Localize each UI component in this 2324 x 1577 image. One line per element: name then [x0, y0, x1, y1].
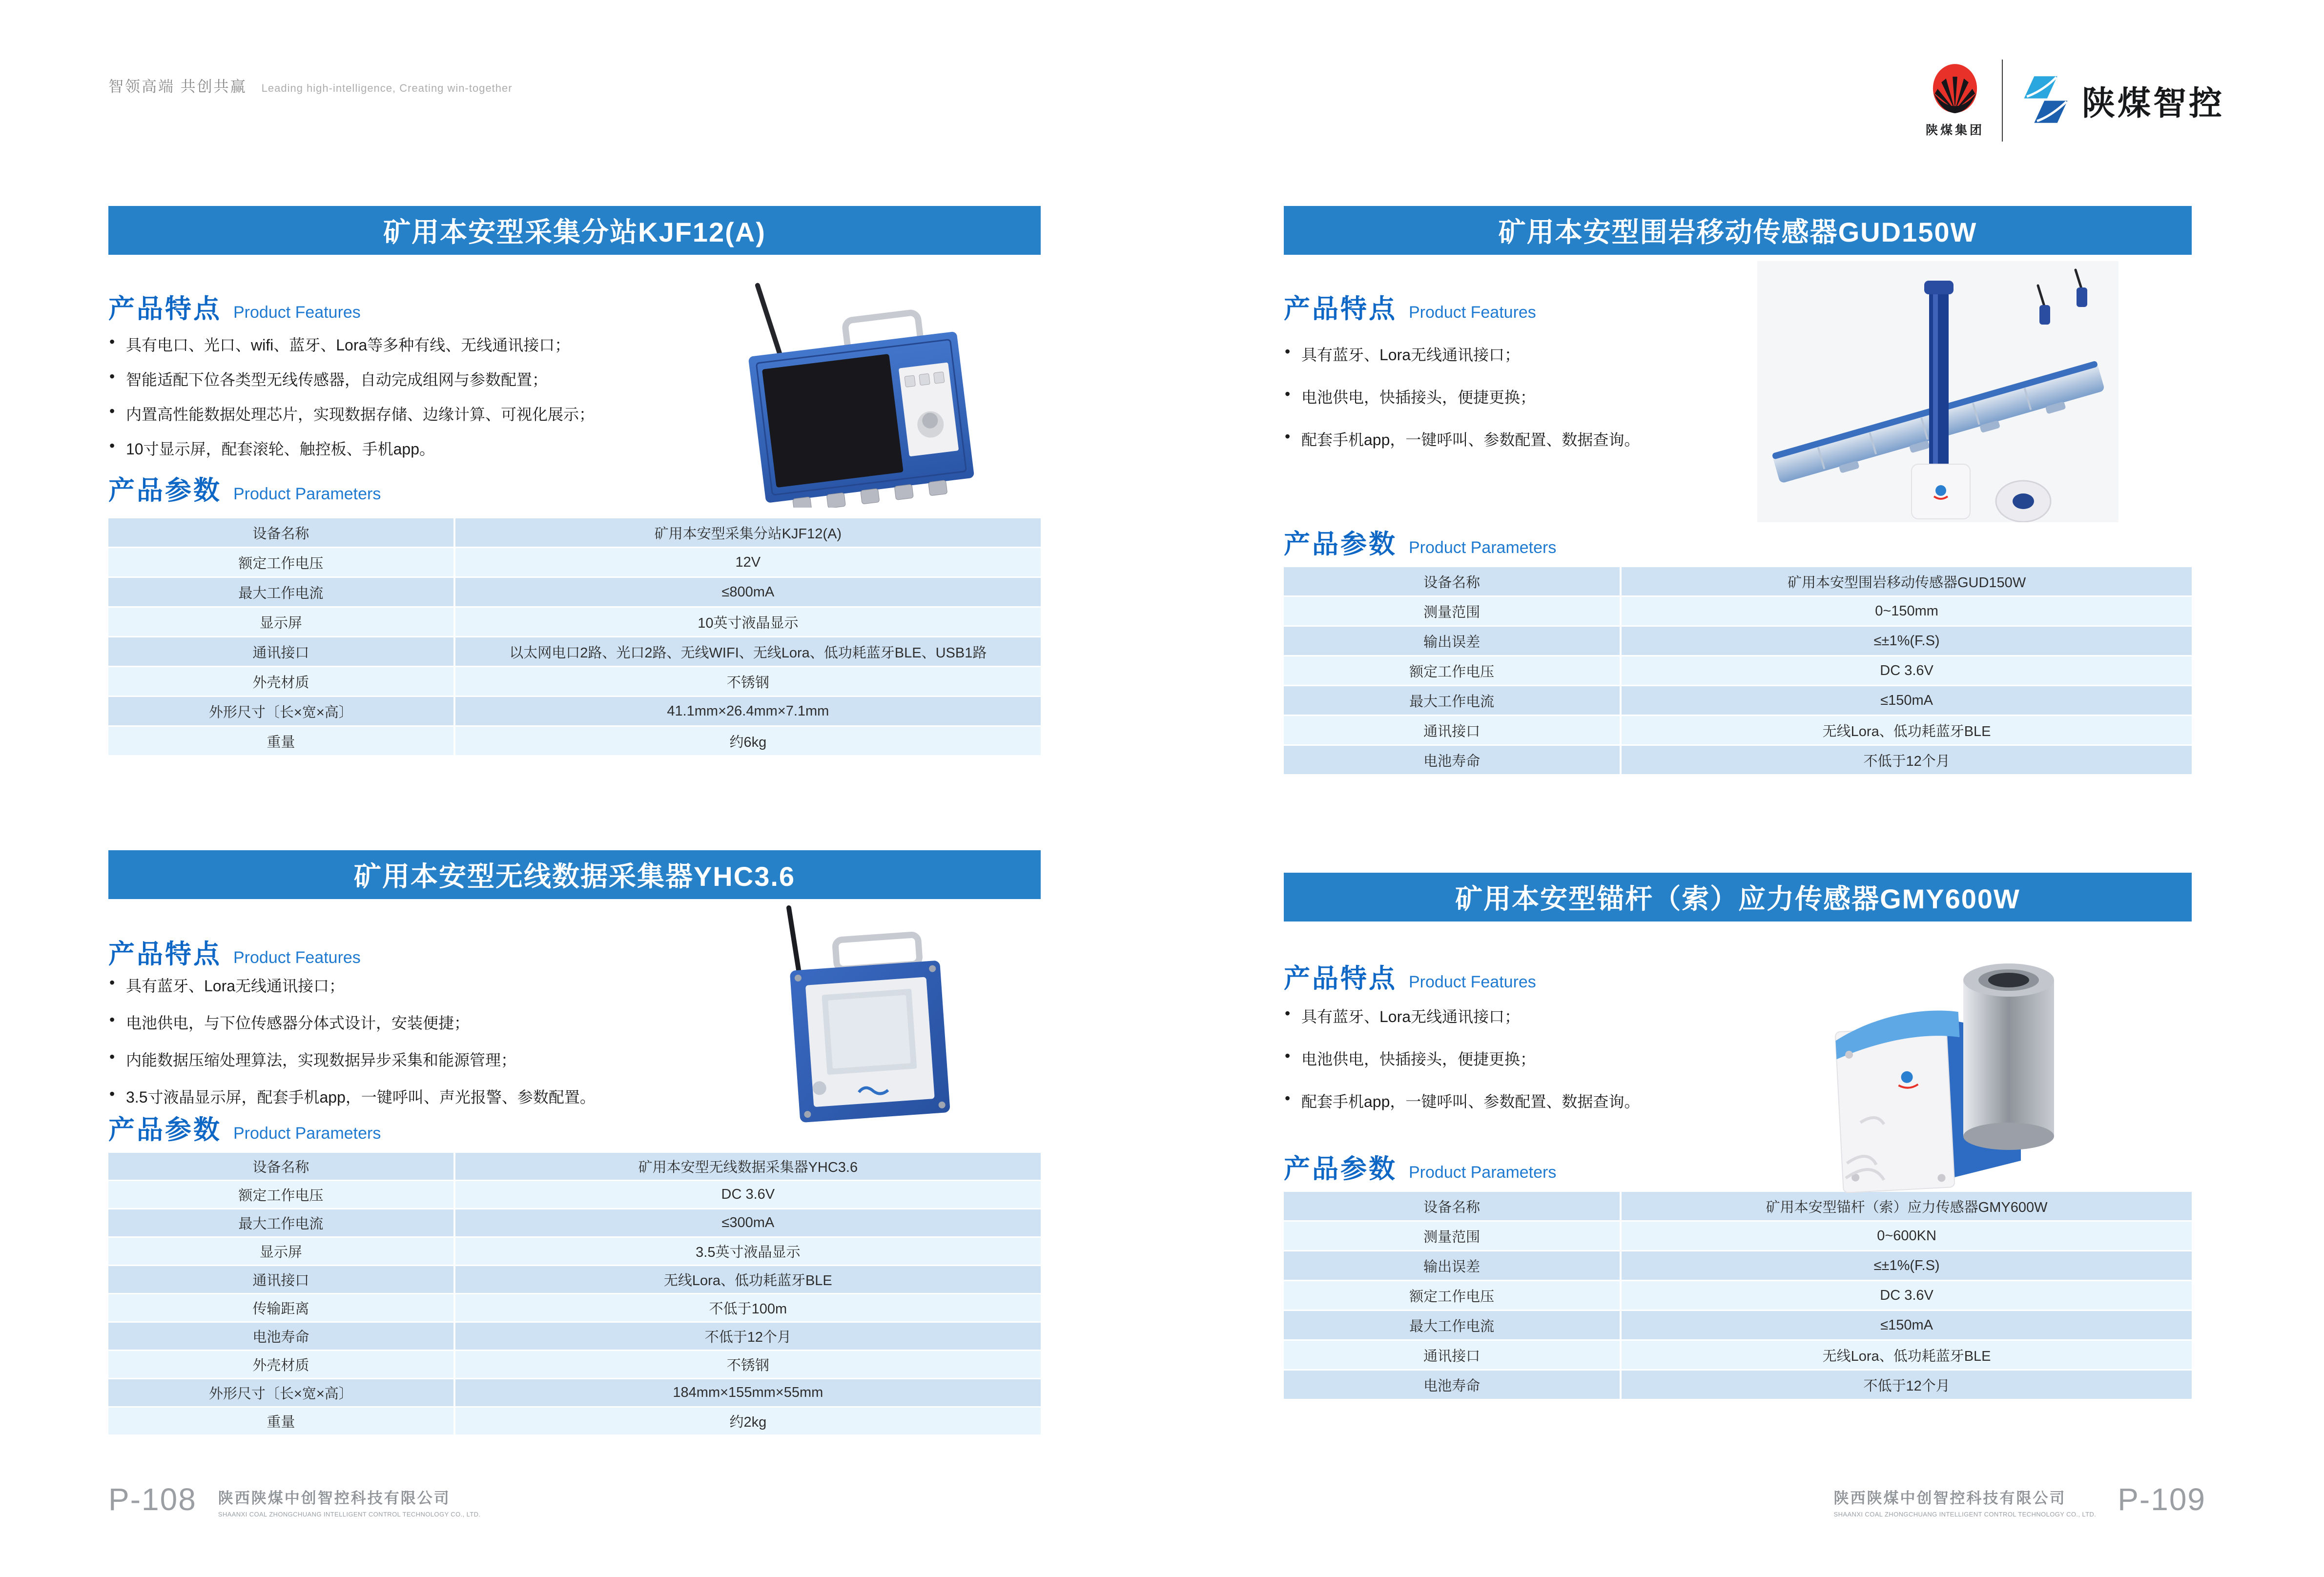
- table-row: 设备名称 矿用本安型锚杆（索）应力传感器GMY600W: [1284, 1192, 2192, 1220]
- table-row: 额定工作电压 DC 3.6V: [1284, 1281, 2192, 1310]
- table-row: 通讯接口 无线Lora、低功耗蓝牙BLE: [1284, 716, 2192, 744]
- product3-parameter-table: [1284, 567, 2192, 774]
- product3-photo-gud150w: [1757, 261, 2118, 522]
- product1-parameter-table: [108, 518, 1041, 755]
- product2-params-heading: [108, 1109, 381, 1147]
- zhikong-logo-text: 陕煤智控: [2082, 84, 2225, 122]
- shanmei-zhikong-logo: [2020, 75, 2224, 126]
- features-heading-zh: 产品特点: [1284, 294, 1397, 324]
- footer-left: [108, 1484, 480, 1518]
- table-row: 通讯接口 无线Lora、低功耗蓝牙BLE: [1284, 1341, 2192, 1369]
- shaanxi-coal-group-logo: [1926, 63, 1984, 138]
- feature-item: • 智能适配下位各类型无线传感器，自动完成组网与参数配置；: [108, 368, 728, 390]
- tagline-chinese: 智领高端 共创共赢: [108, 78, 247, 95]
- company-block: [218, 1486, 481, 1518]
- company-name-en: SHAANXI COAL ZHONGCHUANG INTELLIGENT CONTROL TECHNOLOGY CO., LTD.: [1833, 1511, 2097, 1518]
- feature-item: • 配套手机app，一键呼叫、参数配置、数据查询。: [1284, 428, 1830, 450]
- table-row: 外壳材质 不锈钢: [108, 1351, 1041, 1378]
- product4-parameter-table: [1284, 1192, 2192, 1399]
- logo-divider: [2002, 60, 2003, 142]
- features-heading-zh: 产品特点: [1284, 964, 1397, 993]
- product2-parameter-table: [108, 1153, 1041, 1434]
- product1-params-heading: [108, 470, 381, 507]
- feature-item: • 具有电口、光口、wifi、蓝牙、Lora等多种有线、无线通讯接口；: [108, 333, 728, 355]
- table-row: 最大工作电流 ≤800mA: [108, 578, 1041, 606]
- table-row: 最大工作电流 ≤150mA: [1284, 1311, 2192, 1339]
- table-row: 设备名称 矿用本安型无线数据采集器YHC3.6: [108, 1153, 1041, 1180]
- product1-title: 矿用本安型采集分站KJF12(A): [383, 217, 766, 247]
- company-name-en: SHAANXI COAL ZHONGCHUANG INTELLIGENT CONTROL TECHNOLOGY CO., LTD.: [218, 1511, 481, 1518]
- table-row: 额定工作电压 DC 3.6V: [108, 1181, 1041, 1208]
- table-row: 最大工作电流 ≤300mA: [108, 1209, 1041, 1236]
- product2-photo-yhc36: [742, 893, 988, 1135]
- feature-item: • 3.5寸液晶显示屏，配套手机app，一键呼叫、声光报警、参数配置。: [108, 1085, 738, 1107]
- company-name-zh: 陕西陕煤中创智控科技有限公司: [1833, 1490, 2066, 1507]
- feature-item: • 内能数据压缩处理算法，实现数据异步采集和能源管理；: [108, 1048, 738, 1070]
- company-name-zh: 陕西陕煤中创智控科技有限公司: [218, 1490, 451, 1507]
- table-row: 电池寿命 不低于12个月: [1284, 1371, 2192, 1399]
- features-heading-zh: 产品特点: [108, 294, 222, 324]
- params-heading-zh: 产品参数: [1284, 1154, 1397, 1184]
- product3-title-bar: [1284, 206, 2192, 255]
- table-row: 测量范围 0~600KN: [1284, 1222, 2192, 1250]
- product2-title-bar: [108, 850, 1041, 899]
- product4-features-heading: [1284, 958, 1536, 995]
- table-row: 额定工作电压 12V: [108, 548, 1041, 576]
- features-heading-en: Product Features: [233, 948, 361, 967]
- table-row: 重量 约6kg: [108, 727, 1041, 755]
- product2-title: 矿用本安型无线数据采集器YHC3.6: [353, 861, 796, 892]
- zhikong-z-mark-icon: [2020, 75, 2071, 126]
- table-row: 通讯接口 无线Lora、低功耗蓝牙BLE: [108, 1266, 1041, 1293]
- product4-params-heading: [1284, 1148, 1556, 1186]
- feature-item: • 10寸显示屏，配套滚轮、触控板、手机app。: [108, 437, 728, 459]
- table-row: 电池寿命 不低于12个月: [108, 1323, 1041, 1350]
- feature-item: • 配套手机app，一键呼叫、参数配置、数据查询。: [1284, 1089, 1830, 1112]
- feature-item: • 具有蓝牙、Lora无线通讯接口；: [1284, 343, 1830, 365]
- params-heading-zh: 产品参数: [1284, 530, 1397, 559]
- product3-feature-list: [1284, 343, 1830, 470]
- table-row: 设备名称 矿用本安型围岩移动传感器GUD150W: [1284, 567, 2192, 595]
- table-row: 测量范围 0~150mm: [1284, 597, 2192, 625]
- product3-params-heading: [1284, 523, 1556, 561]
- params-heading-zh: 产品参数: [108, 1115, 222, 1145]
- product4-feature-list: [1284, 1004, 1830, 1132]
- params-heading-zh: 产品参数: [108, 476, 222, 505]
- table-row: 重量 约2kg: [108, 1408, 1041, 1434]
- header-tagline: [108, 74, 513, 96]
- table-row: 输出误差 ≤±1%(F.S): [1284, 1251, 2192, 1280]
- table-row: 设备名称 矿用本安型采集分站KJF12(A): [108, 518, 1041, 547]
- coal-group-mark-icon: [1932, 63, 1978, 118]
- product3-title: 矿用本安型围岩移动传感器GUD150W: [1498, 217, 1977, 247]
- features-heading-en: Product Features: [1409, 973, 1536, 991]
- product4-title-bar: [1284, 873, 2192, 922]
- params-heading-en: Product Parameters: [1409, 1163, 1557, 1182]
- table-row: 外形尺寸〔长×宽×高〕 41.1mm×26.4mm×7.1mm: [108, 697, 1041, 725]
- product4-title: 矿用本安型锚杆（索）应力传感器GMY600W: [1455, 883, 2020, 914]
- product1-title-bar: [108, 206, 1041, 255]
- table-row: 显示屏 3.5英寸液晶显示: [108, 1238, 1041, 1265]
- table-row: 通讯接口 以太网电口2路、光口2路、无线WIFI、无线Lora、低功耗蓝牙BLE、USB1路: [108, 637, 1041, 666]
- product4-photo-gmy600w: [1787, 931, 2104, 1201]
- tagline-english: Leading high-intelligence, Creating win-together: [261, 82, 513, 94]
- feature-item: • 具有蓝牙、Lora无线通讯接口；: [108, 974, 738, 996]
- feature-item: • 内置高性能数据处理芯片，实现数据存储、边缘计算、可视化展示；: [108, 402, 728, 425]
- table-row: 外形尺寸〔长×宽×高〕 184mm×155mm×55mm: [108, 1379, 1041, 1406]
- table-row: 传输距离 不低于100m: [108, 1294, 1041, 1321]
- coal-group-logo-text: 陕煤集团: [1926, 123, 1985, 137]
- product2-feature-list: [108, 974, 738, 1122]
- product3-features-heading: [1284, 288, 1536, 326]
- table-row: 外壳材质 不锈钢: [108, 667, 1041, 696]
- brand-logos: [1926, 60, 2224, 142]
- params-heading-en: Product Parameters: [1409, 538, 1557, 557]
- features-heading-en: Product Features: [1409, 303, 1536, 322]
- table-row: 电池寿命 不低于12个月: [1284, 746, 2192, 774]
- table-row: 输出误差 ≤±1%(F.S): [1284, 627, 2192, 655]
- features-heading-en: Product Features: [233, 303, 361, 322]
- params-heading-en: Product Parameters: [233, 1124, 381, 1143]
- page-number-left: P-108: [108, 1482, 197, 1517]
- feature-item: • 电池供电，快插接头，便捷更换；: [1284, 1047, 1830, 1069]
- product1-photo-kjf12a: [710, 264, 996, 508]
- params-heading-en: Product Parameters: [233, 485, 381, 503]
- feature-item: • 电池供电，快插接头，便捷更换；: [1284, 385, 1830, 408]
- features-heading-zh: 产品特点: [108, 940, 222, 969]
- product1-features-heading: [108, 288, 361, 326]
- page-number-right: P-109: [2118, 1482, 2206, 1517]
- company-block: [1834, 1486, 2097, 1518]
- footer-right: [1834, 1484, 2206, 1518]
- table-row: 额定工作电压 DC 3.6V: [1284, 656, 2192, 685]
- feature-item: • 具有蓝牙、Lora无线通讯接口；: [1284, 1004, 1830, 1027]
- table-row: 显示屏 10英寸液晶显示: [108, 608, 1041, 636]
- product2-features-heading: [108, 933, 361, 971]
- product1-feature-list: [108, 333, 728, 471]
- feature-item: • 电池供电，与下位传感器分体式设计，安装便捷；: [108, 1011, 738, 1033]
- table-row: 最大工作电流 ≤150mA: [1284, 686, 2192, 715]
